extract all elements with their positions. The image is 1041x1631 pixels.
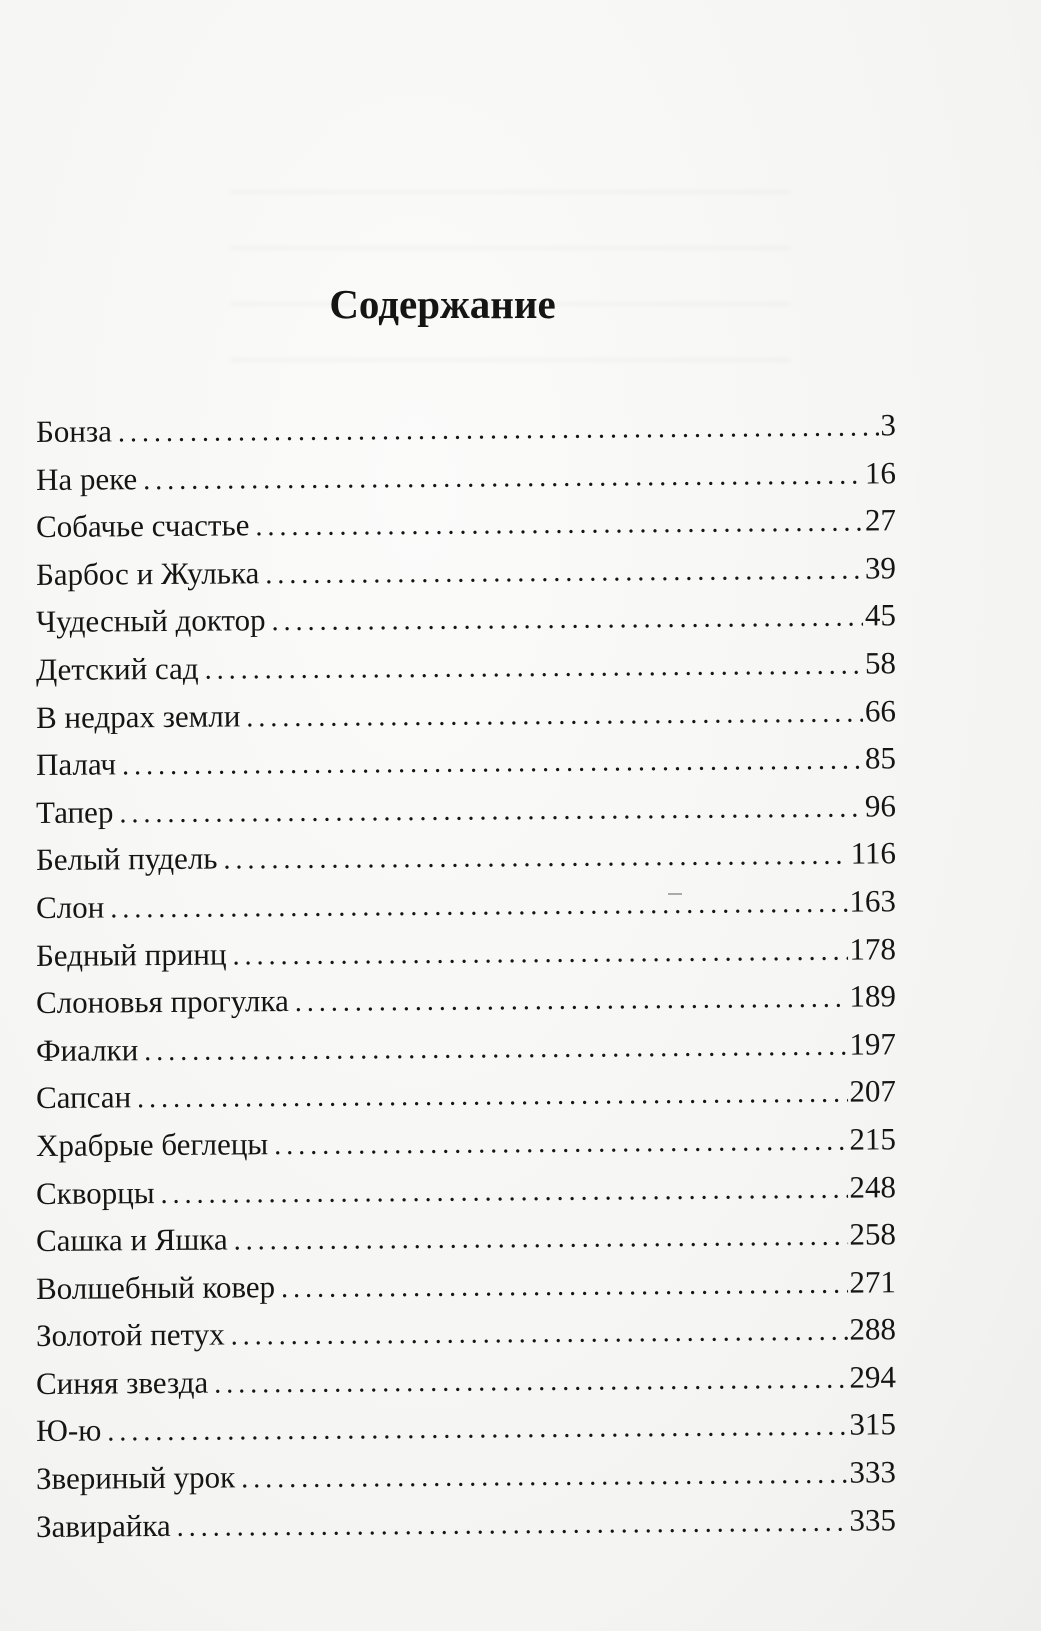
- toc-entry-title: На реке: [35, 460, 138, 497]
- toc-entry-title: Бедный принц: [35, 936, 227, 973]
- toc-entry-title: Барбос и Жулька: [35, 555, 260, 592]
- toc-entry: [36, 1020, 896, 1074]
- toc-entry-page-number: 116: [850, 835, 897, 871]
- toc-entry-page-number: 294: [849, 1359, 897, 1395]
- toc-entry-page-number: 271: [849, 1263, 897, 1300]
- toc-entry-title: Бонза: [35, 413, 113, 449]
- toc-leader-dots: [137, 1070, 848, 1123]
- toc-leader-dots: [241, 1451, 848, 1503]
- toc-entry-page-number: 39: [864, 550, 897, 586]
- toc-entry-page-number: 27: [864, 502, 897, 538]
- toc-entry-title: Чудесный доктор: [35, 602, 266, 640]
- toc-entry: [36, 1068, 896, 1122]
- toc-entry: [36, 496, 896, 550]
- toc-entry-page-number: 248: [849, 1168, 897, 1205]
- toc-leader-dots: [160, 1165, 847, 1218]
- toc-entry-page-number: 3: [880, 407, 897, 443]
- toc-entry-page-number: 288: [849, 1311, 897, 1347]
- toc-entry-page-number: 66: [864, 692, 897, 729]
- toc-entry-page-number: 197: [849, 1025, 897, 1062]
- toc-entry-title: Скворцы: [35, 1174, 155, 1211]
- toc-entry-page-number: 96: [864, 787, 897, 824]
- toc-entry-title: В недрах земли: [35, 697, 241, 735]
- print-speck: [668, 893, 682, 895]
- toc-leader-dots: [214, 1356, 848, 1409]
- toc-entry: [36, 1401, 896, 1455]
- toc-entry: [36, 401, 896, 455]
- toc-entry-title: Завирайка: [35, 1507, 171, 1544]
- toc-entry-page-number: 58: [864, 645, 897, 681]
- toc-entry-page-number: 315: [849, 1406, 897, 1443]
- toc-entry: [36, 687, 896, 741]
- toc-leader-dots: [107, 1403, 847, 1456]
- toc-leader-dots: [281, 1260, 848, 1312]
- toc-entry-page-number: 189: [849, 978, 897, 1014]
- toc-entry: [36, 449, 896, 503]
- toc-entry-title: Фиалки: [35, 1031, 139, 1068]
- toc-entry-title: Белый пудель: [35, 840, 218, 878]
- table-of-contents: [36, 408, 896, 1550]
- page-title: Содержание: [329, 281, 556, 327]
- toc-entry-page-number: 178: [849, 930, 897, 967]
- toc-entry-title: Синяя звезда: [35, 1364, 209, 1401]
- toc-entry-page-number: 85: [864, 740, 897, 776]
- toc-leader-dots: [233, 1213, 847, 1265]
- toc-entry-title: Тапер: [35, 794, 114, 830]
- toc-entry-page-number: 45: [864, 597, 897, 633]
- toc-leader-dots: [110, 880, 848, 933]
- toc-leader-dots: [274, 1118, 848, 1170]
- toc-entry-title: Сапсан: [35, 1079, 132, 1116]
- toc-entry: [36, 544, 896, 598]
- toc-leader-dots: [265, 546, 863, 598]
- toc-entry: [36, 1353, 896, 1407]
- toc-entry-title: Палач: [35, 746, 117, 783]
- toc-entry: [36, 1496, 896, 1550]
- toc-entry-page-number: 16: [864, 454, 897, 491]
- toc-leader-dots: [122, 737, 863, 790]
- toc-entry: [36, 734, 896, 788]
- toc-entry-page-number: 258: [849, 1216, 897, 1252]
- toc-entry-title: Звериный урок: [35, 1459, 236, 1497]
- toc-entry-page-number: 333: [849, 1454, 897, 1490]
- toc-leader-dots: [232, 927, 847, 979]
- toc-leader-dots: [223, 832, 849, 885]
- toc-entry-title: Волшебный ковер: [35, 1268, 276, 1306]
- toc-leader-dots: [295, 975, 848, 1027]
- toc-entry: [36, 782, 896, 836]
- toc-entry-page-number: 207: [849, 1073, 897, 1109]
- toc-entry-page-number: 215: [849, 1121, 897, 1157]
- toc-leader-dots: [230, 1308, 847, 1360]
- toc-entry: [36, 1306, 896, 1360]
- toc-entry-title: Храбрые беглецы: [35, 1126, 269, 1163]
- toc-leader-dots: [246, 689, 863, 741]
- toc-leader-dots: [118, 403, 879, 457]
- toc-entry: [36, 972, 896, 1026]
- toc-leader-dots: [177, 1498, 848, 1551]
- toc-leader-dots: [255, 499, 863, 551]
- toc-entry: [36, 925, 896, 979]
- toc-entry: [36, 1258, 896, 1312]
- toc-entry: [36, 592, 896, 646]
- toc-entry-title: Ю-ю: [35, 1412, 102, 1449]
- toc-entry-page-number: 163: [849, 883, 897, 919]
- toc-entry-title: Золотой петух: [35, 1316, 225, 1354]
- toc-entry-title: Детский сад: [35, 650, 199, 687]
- toc-entry-title: Слоновья прогулка: [35, 983, 289, 1021]
- toc-entry: [36, 1448, 896, 1502]
- toc-entry: [36, 639, 896, 693]
- toc-entry-title: Сашка и Яшка: [35, 1221, 228, 1259]
- toc-entry-page-number: 335: [849, 1501, 897, 1538]
- toc-entry: [36, 1115, 896, 1169]
- toc-leader-dots: [204, 641, 863, 694]
- toc-entry-title: Собачье счастье: [35, 507, 250, 545]
- toc-entry: [36, 1163, 896, 1217]
- toc-entry-title: Слон: [35, 889, 105, 925]
- toc-leader-dots: [271, 594, 863, 646]
- toc-entry: [36, 1210, 896, 1264]
- toc-entry: [36, 877, 896, 931]
- toc-entry: [36, 830, 896, 884]
